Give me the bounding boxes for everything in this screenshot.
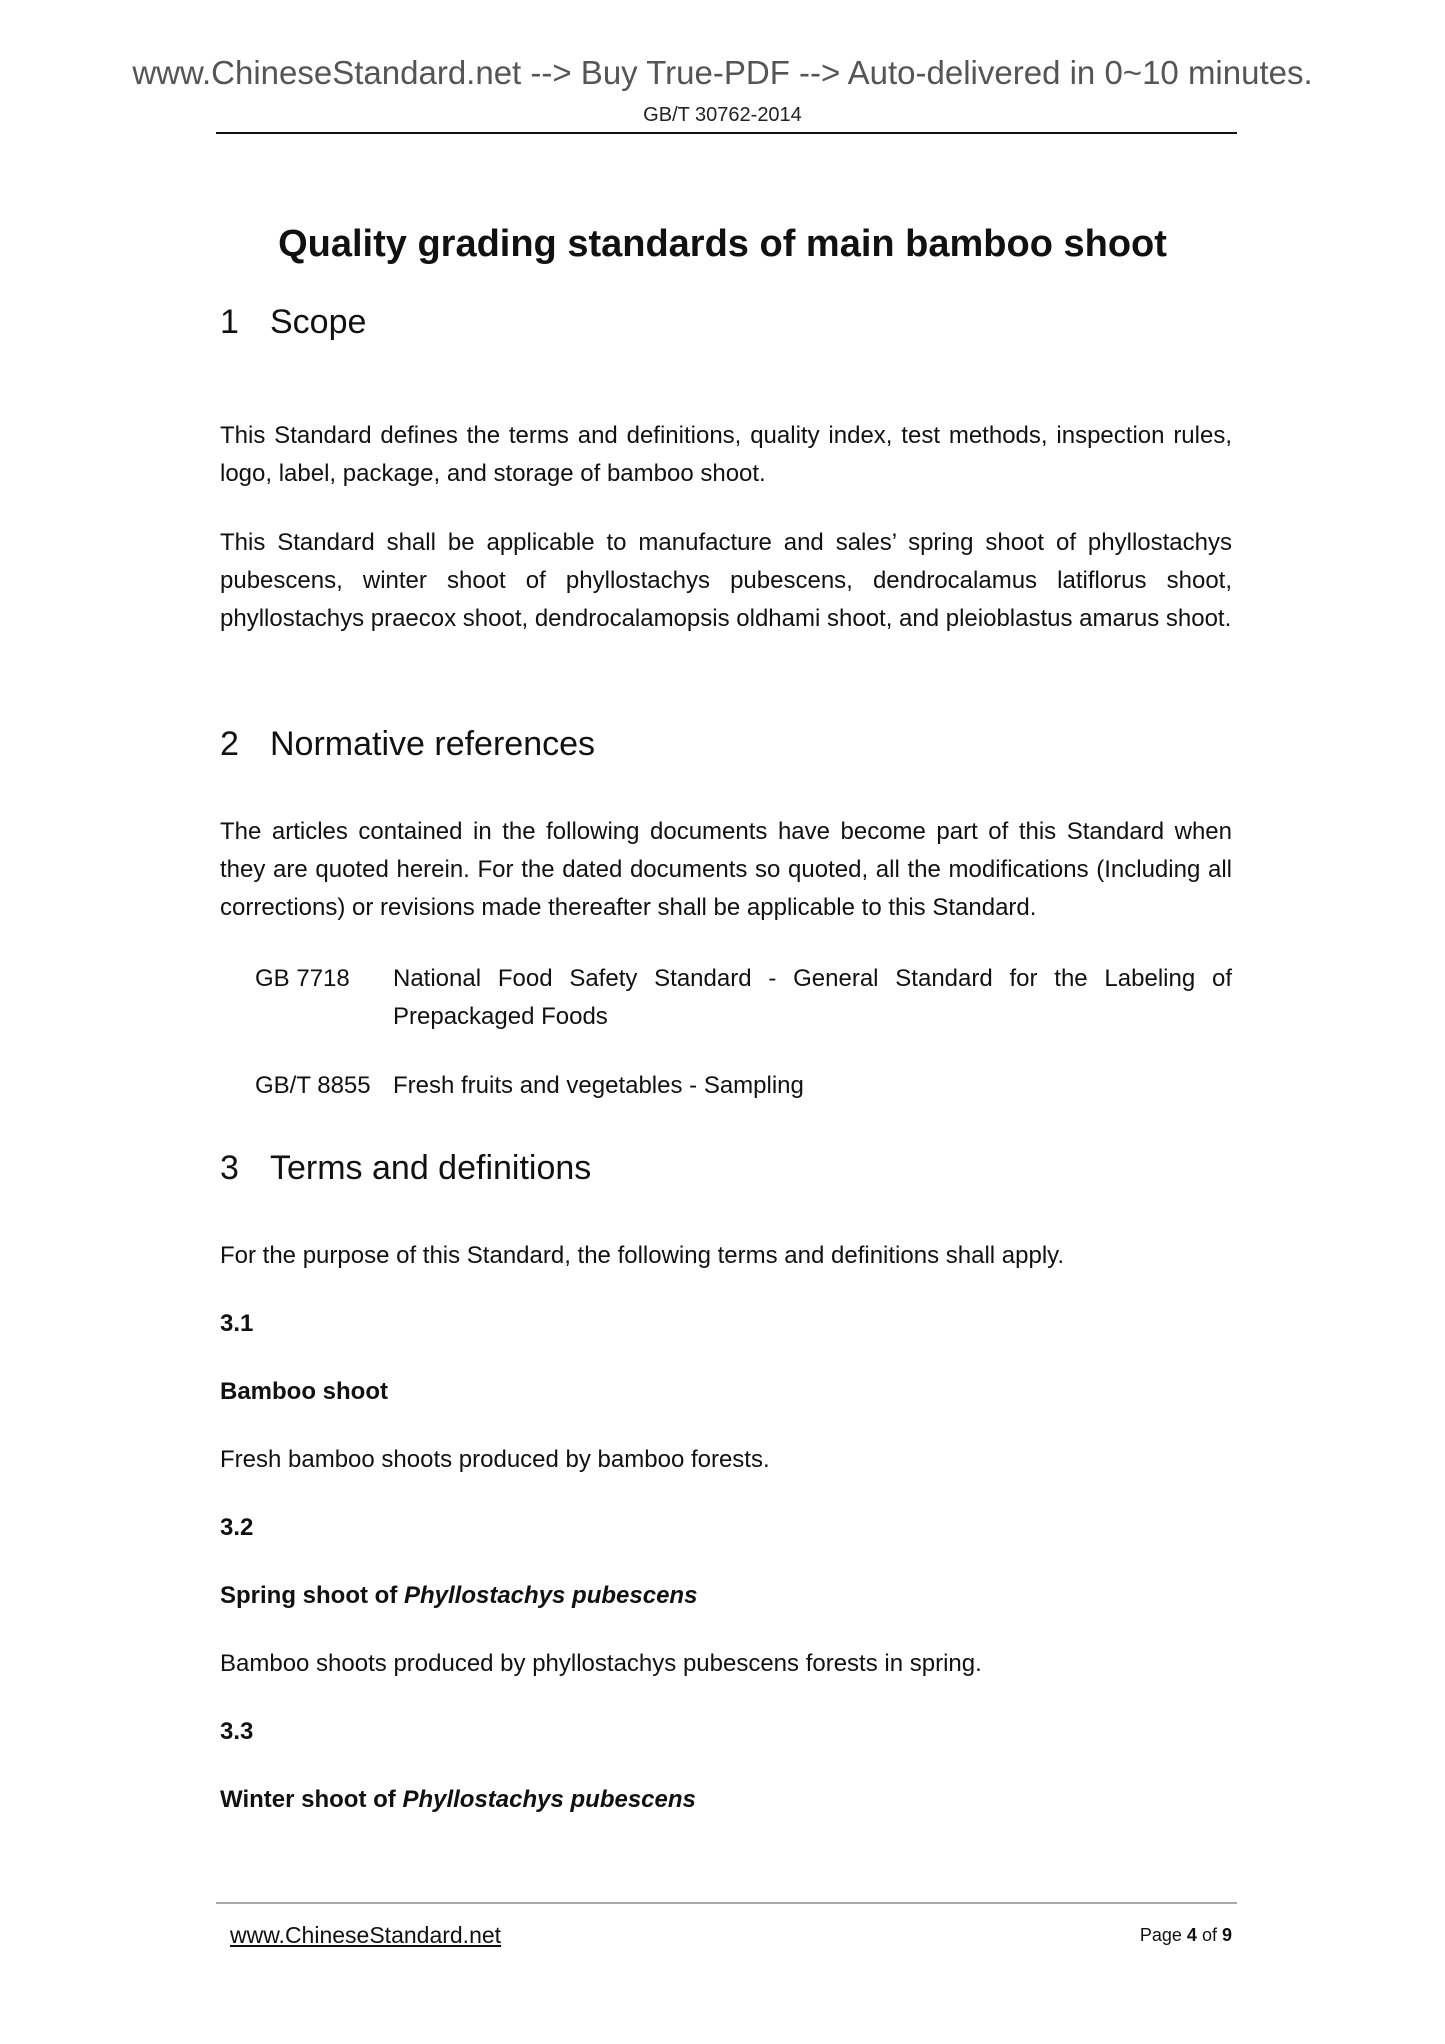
section-title: Normative references — [270, 725, 596, 763]
footer-site-link[interactable]: www.ChineseStandard.net — [230, 1922, 502, 1948]
page-number: Page 4 of 9 — [1139, 1925, 1232, 1945]
reference-code: GB 7718 — [255, 965, 350, 992]
section-heading-terms-definitions — [220, 1148, 591, 1189]
term-definition: Bamboo shoots produced by phyllostachys pubescens forests in spring. — [220, 1650, 982, 1677]
section-number: 3 — [220, 1149, 239, 1187]
term-name: Winter shoot of Phyllostachys pubescens — [220, 1786, 696, 1813]
term-number: 3.3 — [220, 1718, 254, 1745]
term-name: Bamboo shoot — [220, 1378, 388, 1405]
reference-title: National Food Safety Standard - General Standard for the Labeling of Prepackaged Foods — [393, 965, 1232, 1030]
scope-paragraph-2: This Standard shall be applicable to manufacture and sales’ spring shoot of phyllostachys pubescens, winter shoot of phyllostachys pubescens, dendrocalamus latiflorus shoot, phyllostachys praecox shoot, dendrocalamopsis oldhami shoot, and pleioblastus amarus shoot. — [220, 529, 1232, 632]
footer-divider — [216, 1902, 1237, 1904]
term-definition: Fresh bamboo shoots produced by bamboo forests. — [220, 1446, 770, 1473]
section-title: Terms and definitions — [270, 1149, 592, 1187]
normative-references-paragraph: The articles contained in the following documents have become part of this Standard when they are quoted herein. For the dated documents so quoted, all the modifications (Including all corrections) or revisions made thereafter shall be applicable to this Standard. — [220, 818, 1232, 921]
scope-paragraph-1: This Standard defines the terms and definitions, quality index, test methods, inspection rules, logo, label, package, and storage of bamboo shoot. — [220, 422, 1232, 487]
section-title: Scope — [270, 303, 367, 341]
terms-intro-paragraph: For the purpose of this Standard, the following terms and definitions shall apply. — [220, 1242, 1065, 1269]
term-number: 3.2 — [220, 1514, 254, 1541]
reference-title: Fresh fruits and vegetables - Sampling — [393, 1072, 804, 1099]
section-number: 1 — [220, 303, 239, 341]
reference-code: GB/T 8855 — [255, 1072, 371, 1099]
section-heading-scope — [220, 302, 366, 343]
header-divider — [216, 132, 1237, 134]
document-title: Quality grading standards of main bamboo shoot — [278, 223, 1167, 265]
section-number: 2 — [220, 725, 239, 763]
header-banner: www.ChineseStandard.net --> Buy True-PDF --> Auto-delivered in 0~10 minutes. — [132, 54, 1313, 91]
section-heading-normative-references — [220, 724, 595, 765]
term-name: Spring shoot of Phyllostachys pubescens — [220, 1582, 698, 1609]
term-number: 3.1 — [220, 1310, 254, 1337]
document-id: GB/T 30762-2014 — [643, 104, 802, 126]
